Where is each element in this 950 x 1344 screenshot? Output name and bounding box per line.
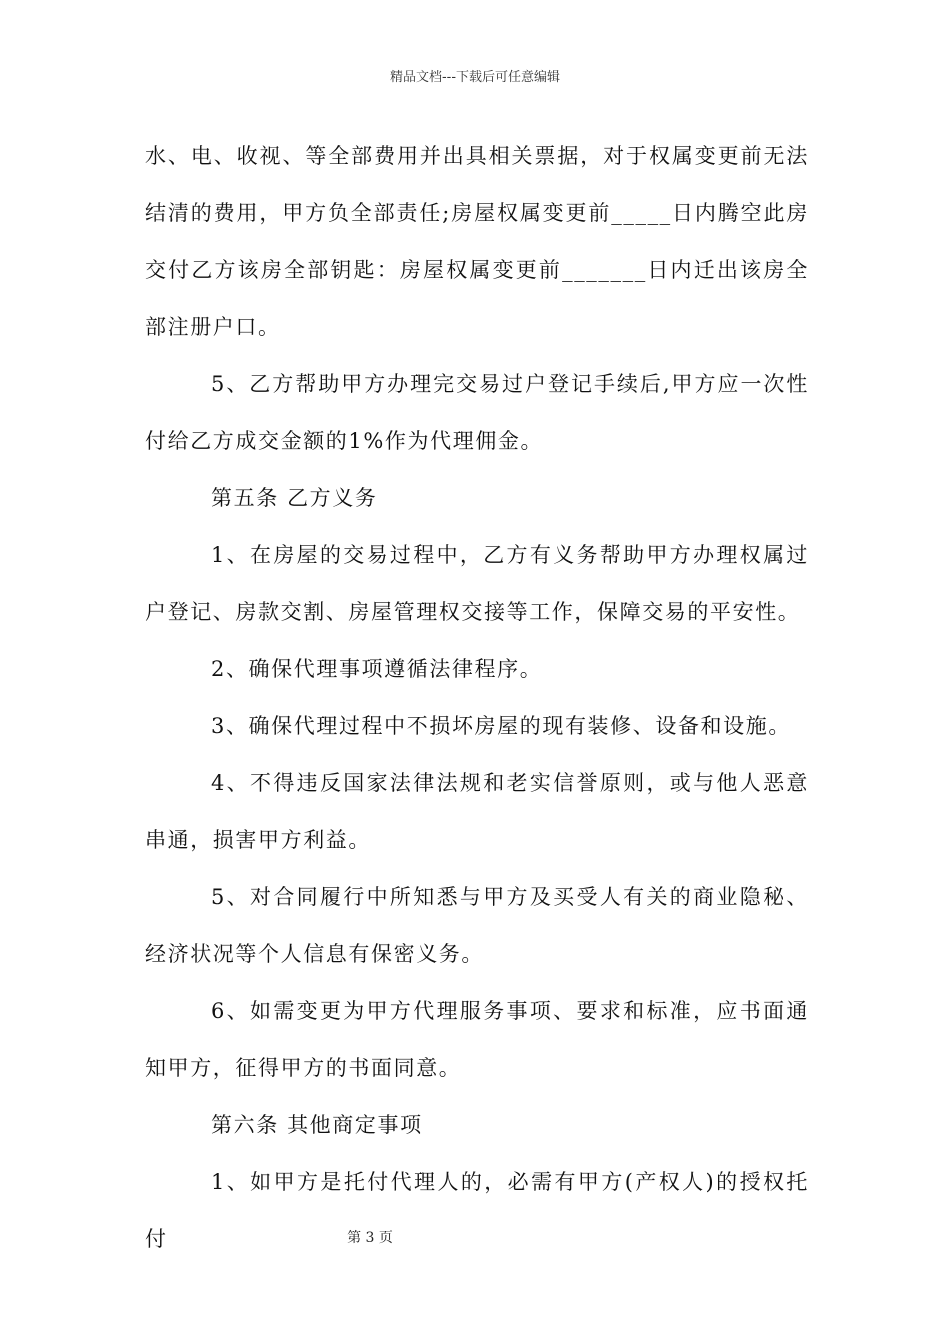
paragraph-commission: 5、乙方帮助甲方办理完交易过户登记手续后,甲方应一次性付给乙方成交金额的1%作为代理佣金。	[145, 372, 809, 453]
page-number: 第 3 页	[347, 1230, 393, 1246]
paragraph-obligation-4: 4、不得违反国家法律法规和老实信誉原则，或与他人恶意串通，损害甲方利益。	[145, 771, 809, 852]
paragraph-obligation-3: 3、确保代理过程中不损坏房屋的现有装修、设备和设施。	[211, 714, 791, 738]
paragraph-obligation-5: 5、对合同履行中所知悉与甲方及买受人有关的商业隐秘、经济状况等个人信息有保密义务。	[145, 885, 809, 966]
paragraph-obligation-6: 6、如需变更为甲方代理服务事项、要求和标准，应书面通知甲方，征得甲方的书面同意。	[145, 999, 809, 1080]
paragraph-obligation-1: 1、在房屋的交易过程中，乙方有义务帮助甲方办理权属过户登记、房款交割、房屋管理权交接等工作，保障交易的平安性。	[145, 543, 809, 624]
article-five-heading: 第五条 乙方义务	[211, 486, 378, 510]
paragraph-other-1: 1、如甲方是托付代理人的，必需有甲方(产权人)的授权托付	[145, 1170, 809, 1251]
document-body	[145, 128, 809, 1268]
article-six-heading: 第六条 其他商定事项	[211, 1113, 423, 1137]
page-header: 精品文档---下载后可任意编辑	[389, 70, 561, 85]
paragraph-obligation-2: 2、确保代理事项遵循法律程序。	[211, 657, 543, 681]
paragraph-continuation: 水、电、收视、等全部费用并出具相关票据，对于权属变更前无法结清的费用，甲方负全部责任;房屋权属变更前_____日内腾空此房交付乙方该房全部钥匙：房屋权属变更前_______日内迁出该房全部注册户口。	[145, 144, 809, 339]
